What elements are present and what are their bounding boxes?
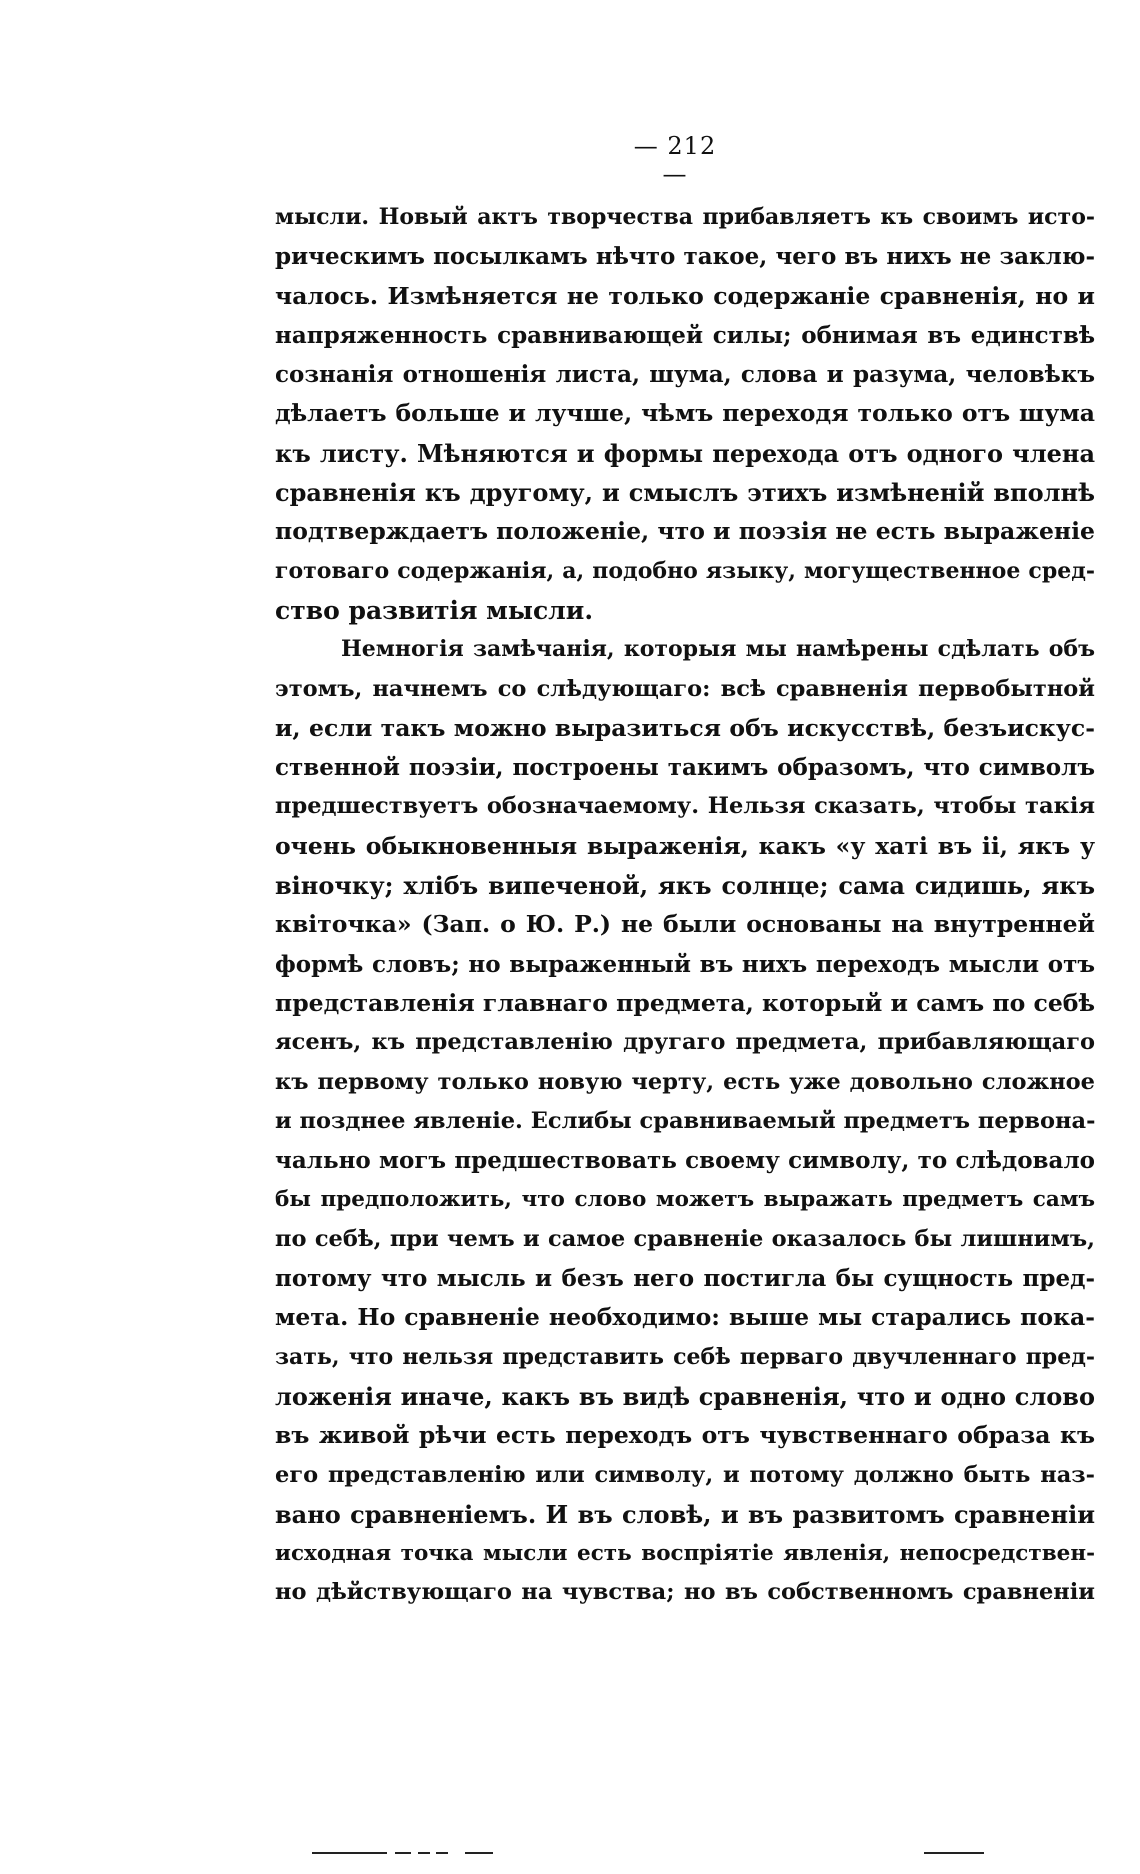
paragraph-end-line: ство развитія мысли.: [275, 595, 594, 625]
text-line: ственной поэзіи, построены такимъ образомъ, что символъ: [275, 754, 1095, 782]
text-line: зать, что нельзя представить себѣ перваго двучленнаго пред-: [275, 1343, 1095, 1370]
text-line: вано сравненіемъ. И въ словѣ, и въ развитомъ сравненіи: [275, 1499, 1095, 1529]
text-line: къ первому только новую черту, есть уже довольно сложное: [275, 1068, 1095, 1095]
text-line: ложенія иначе, какъ въ видѣ сравненія, что и одно слово: [275, 1381, 1095, 1411]
text-line: исходная точка мысли есть воспріятіе явленія, непосредствен-: [275, 1541, 1095, 1567]
text-line: напряженность сравнивающей силы; обнимая въ единствѣ: [275, 321, 1095, 349]
text-line: въ живой рѣчи есть переходъ отъ чувственнаго образа къ: [275, 1421, 1095, 1450]
text-line: ясенъ, къ представленію другаго предмета, прибавляющаго: [275, 1029, 1095, 1056]
page-number: — 212 —: [633, 132, 717, 188]
footer-rule: [465, 1852, 493, 1854]
text-line: бы предположить, что слово можетъ выражать предметъ самъ: [275, 1187, 1095, 1213]
text-line: готоваго содержанія, а, подобно языку, могущественное сред-: [275, 557, 1095, 584]
text-line: дѣлаетъ больше и лучше, чѣмъ переходя только отъ шума: [275, 399, 1095, 428]
text-line: сравненія къ другому, и смыслъ этихъ измѣненій вполнѣ: [275, 478, 1095, 508]
body-text: [275, 198, 1095, 1613]
footer-rule: [924, 1852, 984, 1854]
text-line: по себѣ, при чемъ и самое сравненіе оказалось бы лишнимъ,: [275, 1225, 1095, 1252]
text-line: предшествуетъ обозначаемому. Нельзя сказать, чтобы такія: [275, 793, 1095, 820]
text-line: рическимъ посылкамъ нѣчто такое, чего въ нихъ не заклю-: [275, 243, 1095, 271]
text-line: формѣ словъ; но выраженный въ нихъ переходъ мысли отъ: [275, 950, 1095, 978]
text-line: чально могъ предшествовать своему символу, то слѣдовало: [275, 1147, 1095, 1175]
text-line: представленія главнаго предмета, который и самъ по себѣ: [275, 988, 1095, 1017]
text-line: но дѣйствующаго на чувства; но въ собственномъ сравненіи: [275, 1579, 1095, 1606]
footer-rule: [395, 1852, 411, 1854]
text-line: потому что мысль и безъ него постигла бы сущность пред-: [275, 1265, 1095, 1293]
text-line: подтверждаетъ положеніе, что и поэзія не есть выраженіе: [275, 517, 1095, 546]
paragraph-start-line: Немногія замѣчанія, которыя мы намѣрены сдѣлать объ: [341, 636, 1095, 663]
text-line: очень обыкновенныя выраженія, какъ «у хаті въ ii, якъ у: [275, 831, 1095, 860]
text-line: и позднее явленіе. Еслибы сравниваемый предметъ первона-: [275, 1107, 1096, 1134]
text-line: его представленію или символу, и потому должно быть наз-: [275, 1461, 1095, 1488]
footer-rule: [436, 1852, 448, 1854]
text-line: сознанія отношенія листа, шума, слова и разума, человѣкъ: [275, 361, 1095, 389]
text-line: мета. Но сравненіе необходимо: выше мы старались пока-: [275, 1303, 1095, 1332]
text-line: мысли. Новый актъ творчества прибавляетъ къ своимъ исто-: [275, 204, 1095, 230]
text-line: квіточка» (Зап. о Ю. Р.) не были основаны на внутренней: [275, 910, 1095, 939]
footer-rule: [418, 1852, 430, 1854]
footer-rule: [312, 1852, 387, 1854]
text-line: и, если такъ можно выразиться объ искусствѣ, безъискус-: [275, 713, 1095, 742]
text-line: чалось. Измѣняется не только содержаніе сравненія, но и: [275, 281, 1095, 310]
text-line: віночку; хлібъ випеченой, якъ солнце; сама сидишь, якъ: [275, 871, 1095, 901]
text-line: этомъ, начнемъ со слѣдующаго: всѣ сравненія первобытной: [275, 675, 1095, 702]
text-line: къ листу. Мѣняются и формы перехода отъ одного члена: [275, 438, 1095, 468]
